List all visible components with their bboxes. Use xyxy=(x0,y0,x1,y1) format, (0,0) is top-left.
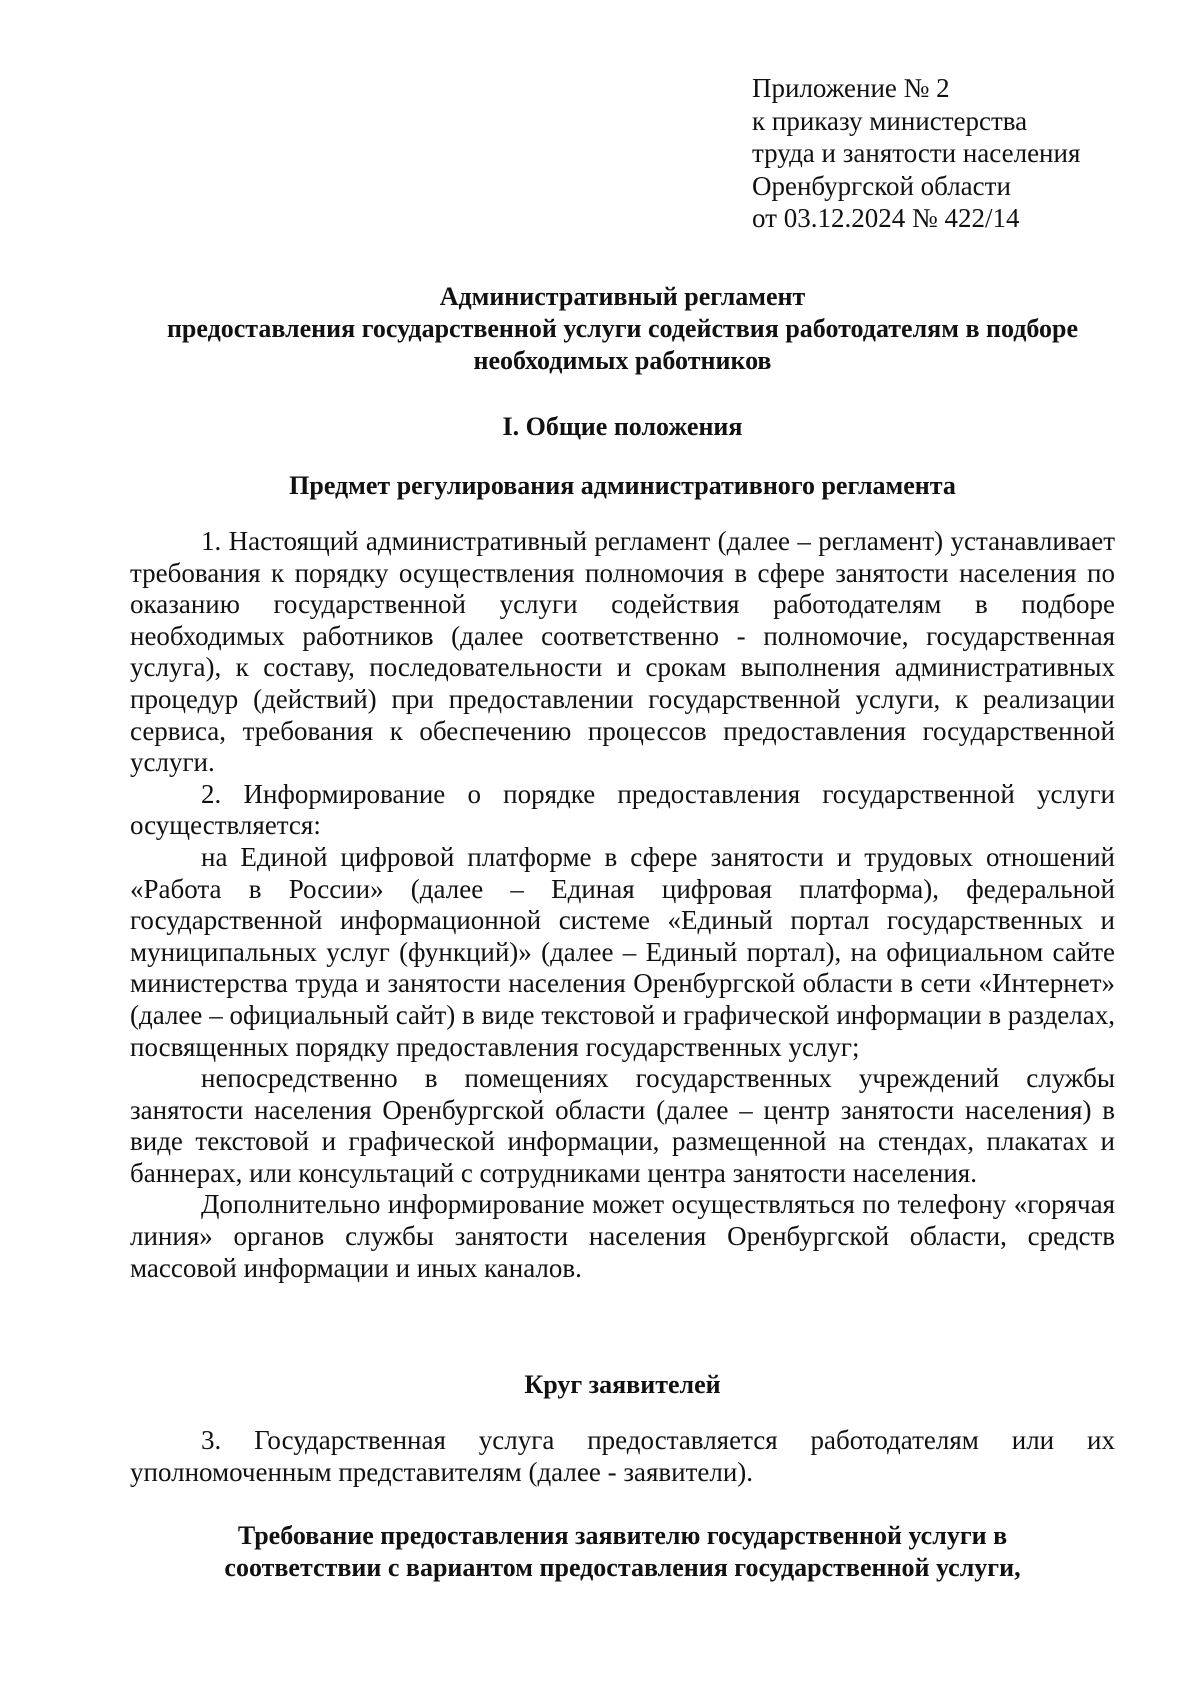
section-subheading: Предмет регулирования административного регламента xyxy=(289,471,956,500)
applicants-heading: Круг заявителей xyxy=(524,1370,721,1399)
appendix-line: труда и занятости населения xyxy=(752,138,1081,168)
appendix-block xyxy=(752,72,1080,235)
paragraph: на Единой цифровой платформе в сфере занятости и трудовых отношений «Работа в России» (далее – Единая цифровая платформа), федеральной государственной информационной системе «Единый портал государственных и муниципальных услуг (функций)» (далее – Единый портал), на официальном сайте министерства труда и занятости населения Оренбургской области в сети «Интернет» (далее – официальный сайт) в виде текстовой и графической информации в разделах, посвященных порядку предоставления государственных услуг; xyxy=(130,841,1115,1062)
paragraph: Дополнительно информирование может осуществляться по телефону «горячая линия» органов службы занятости населения Оренбургской области, средств массовой информации и иных каналов. xyxy=(130,1189,1115,1283)
requirement-line: Требование предоставления заявителю государственной услуги в xyxy=(237,1521,1008,1550)
document-title xyxy=(130,281,1115,377)
appendix-line: от 03.12.2024 № 422/14 xyxy=(752,203,1020,233)
section-body xyxy=(130,526,1115,1284)
applicants-body xyxy=(130,1425,1115,1488)
requirement-line: соответствии с вариантом предоставления государственной услуги, xyxy=(224,1553,1021,1582)
appendix-line: Оренбургской области xyxy=(752,170,1011,201)
paragraph: 2. Информирование о порядке предоставления государственной услуги осуществляется: xyxy=(130,778,1115,841)
title-line: предоставления государственной услуги содействия работодателям в подборе xyxy=(166,314,1079,343)
appendix-line: к приказу министерства xyxy=(752,105,1028,136)
section-heading: I. Общие положения xyxy=(502,412,743,441)
paragraph: 1. Настоящий административный регламент (далее – регламент) устанавливает требования к порядку осуществления полномочия в сфере занятости населения по оказанию государственной услуги содействия работодателям в подборе необходимых работников (далее соответственно - полномочие, государственная услуга), к составу, последовательности и срокам выполнения административных процедур (действий) при предоставлении государственной услуги, к реализации сервиса, требования к обеспечению процессов предоставления государственной услуги. xyxy=(130,526,1115,778)
requirement-heading xyxy=(130,1520,1115,1584)
title-line: необходимых работников xyxy=(473,346,772,375)
paragraph: 3. Государственная услуга предоставляется работодателям или их уполномоченным представителям (далее - заявители). xyxy=(130,1425,1115,1487)
appendix-line: Приложение № 2 xyxy=(752,73,950,103)
paragraph: непосредственно в помещениях государственных учреждений службы занятости населения Оренбургской области (далее – центр занятости населения) в виде текстовой и графической информации, размещенной на стендах, плакатах и баннерах, или консультаций с сотрудниками центра занятости населения. xyxy=(130,1063,1115,1188)
title-line: Административный регламент xyxy=(439,282,806,311)
